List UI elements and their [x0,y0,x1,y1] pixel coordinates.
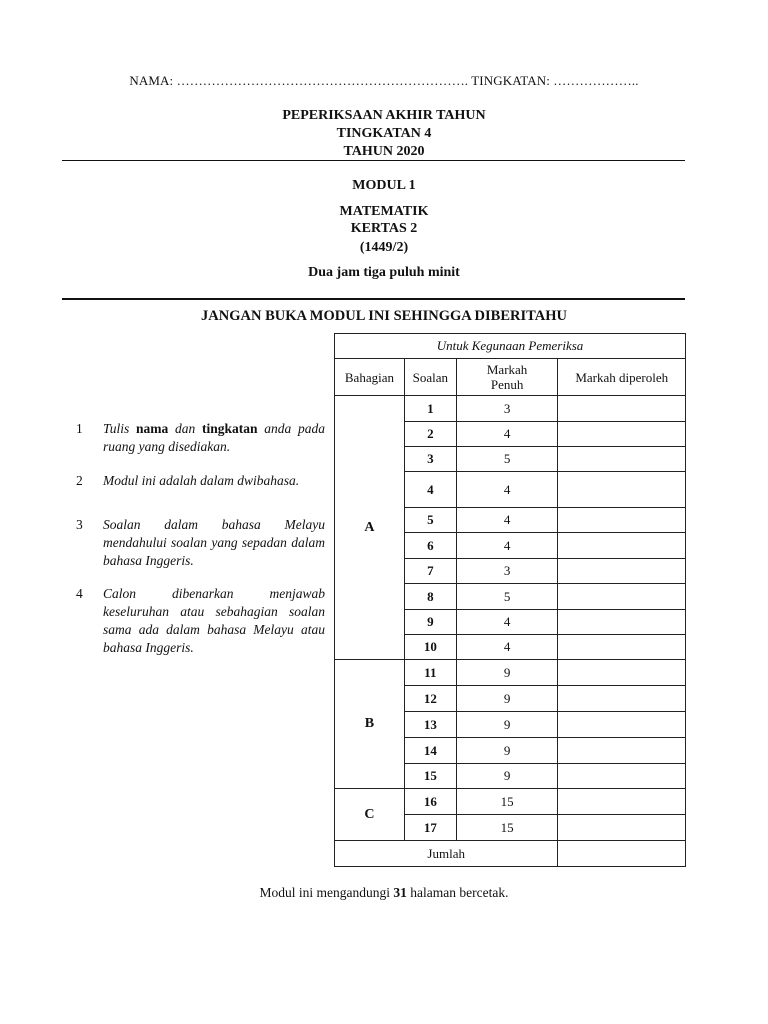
full-marks: 3 [456,559,558,584]
full-marks: 9 [456,764,558,789]
exam-title: PEPERIKSAAN AKHIR TAHUN [282,108,486,123]
question-number: 4 [404,472,456,508]
full-marks: 3 [456,396,558,422]
question-number: 14 [404,738,456,764]
question-number: 3 [404,447,456,472]
examiner-marks-table [334,333,686,867]
marks-obtained-cell[interactable] [558,584,686,610]
note-text: Soalan dalam bahasa Melayu mendahului soalan yang sepadan dalam bahasa Inggeris. [103,517,325,568]
question-number: 12 [404,686,456,712]
question-number: 2 [404,422,456,447]
section-a: A [335,396,405,660]
full-marks: 4 [456,635,558,660]
marks-obtained-cell[interactable] [558,610,686,635]
question-number: 1 [404,396,456,422]
paper-code: (1449/2) [359,240,409,255]
marks-obtained-cell[interactable] [558,396,686,422]
question-number: 9 [404,610,456,635]
full-marks: 9 [456,686,558,712]
total-row [335,841,686,867]
marks-obtained-cell[interactable] [558,559,686,584]
warning-instruction: JANGAN BUKA MODUL INI SEHINGGA DIBERITAHU [201,308,567,324]
marks-obtained-cell[interactable] [558,712,686,738]
marks-obtained-cell[interactable] [558,660,686,686]
divider-top [62,160,685,161]
table-row [335,789,686,815]
question-number: 17 [404,815,456,841]
full-marks: 4 [456,422,558,447]
full-marks: 15 [456,815,558,841]
note-number: 4 [76,586,83,601]
question-number: 15 [404,764,456,789]
full-marks: 4 [456,610,558,635]
marks-obtained-cell[interactable] [558,635,686,660]
marks-obtained-cell[interactable] [558,815,686,841]
question-number: 16 [404,789,456,815]
marks-obtained-cell[interactable] [558,422,686,447]
module-title: MODUL 1 [352,178,416,193]
header-section: Bahagian [335,359,405,396]
total-label: Jumlah [335,841,558,867]
marks-obtained-cell[interactable] [558,472,686,508]
question-number: 10 [404,635,456,660]
note-text: Calon dibenarkan menjawab keseluruhan atau sebahagian soalan sama ada dalam bahasa Melayu atau bahasa Inggeris. [103,586,325,655]
question-number: 7 [404,559,456,584]
header-marks-obtained: Markah diperoleh [558,359,686,396]
full-marks: 15 [456,789,558,815]
marks-obtained-cell[interactable] [558,789,686,815]
subject-label: MATEMATIK [339,204,429,219]
name-form-line: NAMA: …………………………………………………………. TINGKATAN: ……………….. [129,73,639,88]
divider-bottom [62,298,685,300]
header-full-marks: Markah Penuh [456,359,558,396]
total-marks-cell[interactable] [558,841,686,867]
full-marks: 4 [456,508,558,533]
form-label: TINGKATAN 4 [336,126,432,141]
full-marks: 4 [456,472,558,508]
note-number: 1 [76,421,83,436]
question-number: 11 [404,660,456,686]
full-marks: 5 [456,584,558,610]
section-c: C [335,789,405,841]
question-number: 6 [404,533,456,559]
marks-obtained-cell[interactable] [558,508,686,533]
year-label: TAHUN 2020 [343,144,425,159]
note-text: Tulis nama dan tingkatan anda pada ruang yang disediakan. [103,421,325,454]
section-b: B [335,660,405,789]
marks-obtained-cell[interactable] [558,738,686,764]
full-marks: 4 [456,533,558,559]
table-caption: Untuk Kegunaan Pemeriksa [335,334,686,359]
page-count: 31 [393,885,407,900]
marks-obtained-cell[interactable] [558,447,686,472]
marks-obtained-cell[interactable] [558,686,686,712]
marks-obtained-cell[interactable] [558,764,686,789]
full-marks: 9 [456,738,558,764]
duration-label: Dua jam tiga puluh minit [308,265,460,280]
table-row [335,660,686,686]
question-number: 8 [404,584,456,610]
page-count-note: Modul ini mengandungi 31 halaman bercetak. [259,885,509,900]
full-marks: 5 [456,447,558,472]
marks-obtained-cell[interactable] [558,533,686,559]
question-number: 13 [404,712,456,738]
full-marks: 9 [456,660,558,686]
full-marks: 9 [456,712,558,738]
note-number: 3 [76,517,83,532]
table-row [335,396,686,422]
question-number: 5 [404,508,456,533]
note-text: Modul ini adalah dalam dwibahasa. [103,473,300,488]
paper-label: KERTAS 2 [350,221,418,236]
header-question: Soalan [404,359,456,396]
note-number: 2 [76,473,83,488]
